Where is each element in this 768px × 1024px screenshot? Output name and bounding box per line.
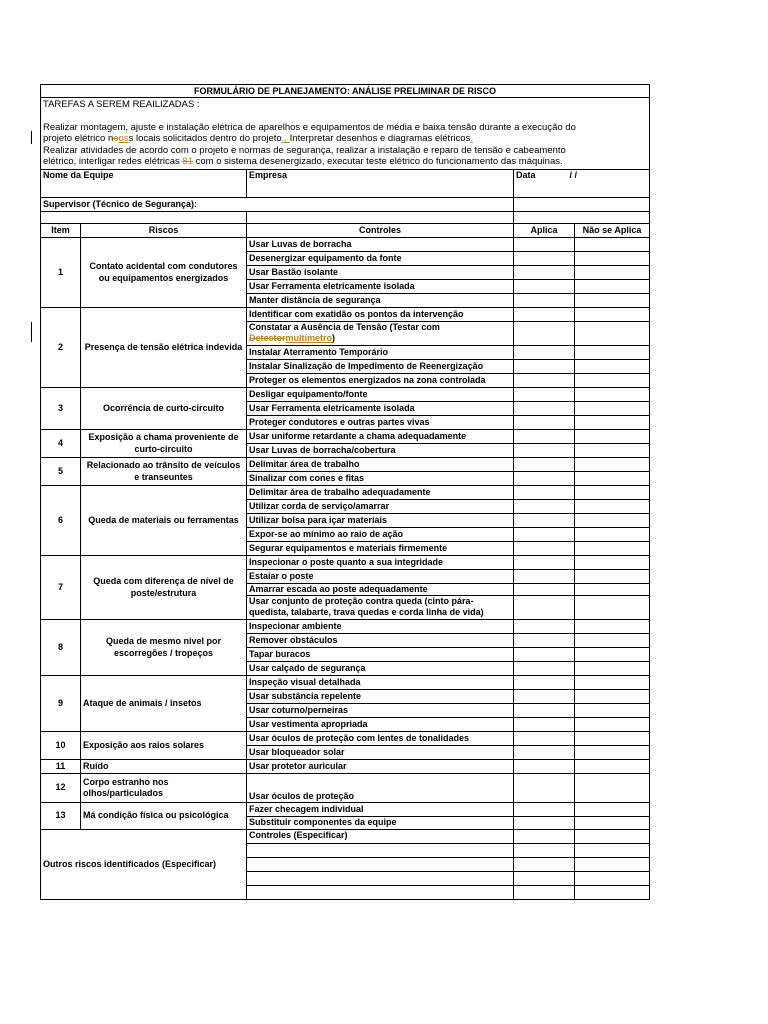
not-applies-cell[interactable]: [575, 773, 650, 802]
control-item: Usar calçado de segurança: [247, 661, 514, 675]
control-item: Tapar buracos: [247, 647, 514, 661]
not-applies-cell[interactable]: [575, 373, 650, 387]
control-item: Inspecionar o poste quanto a sua integridade: [247, 555, 514, 569]
header-applies: Aplica: [514, 223, 575, 237]
applies-cell[interactable]: [514, 595, 575, 619]
control-item: Substituir componentes da equipe: [247, 816, 514, 829]
not-applies-cell[interactable]: [575, 857, 650, 871]
risk-description: Queda de materiais ou ferramentas: [81, 485, 247, 555]
risk-description: Presença de tensão elétrica indevida: [81, 307, 247, 387]
not-applies-cell[interactable]: [575, 359, 650, 373]
applies-cell[interactable]: [514, 583, 575, 595]
applies-cell[interactable]: [514, 619, 575, 633]
control-item: Usar Ferramenta eletricamente isolada: [247, 279, 514, 293]
not-applies-cell[interactable]: [575, 871, 650, 885]
not-applies-cell[interactable]: [575, 401, 650, 415]
tasks-cell[interactable]: [41, 98, 650, 170]
applies-cell[interactable]: [514, 251, 575, 265]
not-applies-cell[interactable]: [575, 265, 650, 279]
applies-cell[interactable]: [514, 633, 575, 647]
item-number: 4: [41, 429, 81, 457]
not-applies-cell[interactable]: [575, 633, 650, 647]
item-number: 11: [41, 759, 81, 773]
tasks-line: Realizar montagem, ajuste e instalação elétrica de aparelhos e equipamentos de média e baixa tensão durante a execução do: [43, 121, 576, 133]
applies-cell[interactable]: [514, 802, 575, 816]
applies-cell[interactable]: [514, 401, 575, 415]
other-control-field[interactable]: [247, 843, 514, 857]
risk-description: Ataque de animais / insetos: [81, 675, 247, 731]
not-applies-cell[interactable]: [575, 703, 650, 717]
risk-description: Queda de mesmo nível por escorregões / tropeços: [81, 619, 247, 675]
control-item: Usar Luvas de borracha: [247, 237, 514, 251]
applies-cell[interactable]: [514, 885, 575, 899]
applies-cell[interactable]: [514, 415, 575, 429]
applies-cell[interactable]: [514, 345, 575, 359]
not-applies-cell[interactable]: [575, 647, 650, 661]
not-applies-cell[interactable]: [575, 499, 650, 513]
control-item: Amarrar escada ao poste adequadamente: [247, 583, 514, 595]
applies-cell[interactable]: [514, 843, 575, 857]
not-applies-cell[interactable]: [575, 293, 650, 307]
control-item: Usar bloqueador solar: [247, 745, 514, 759]
risk-description: Má condição física ou psicológica: [81, 802, 247, 829]
not-applies-cell[interactable]: [575, 717, 650, 731]
team-name-field[interactable]: Nome da Equipe: [41, 169, 247, 197]
control-item: Desenergizar equipamento da fonte: [247, 251, 514, 265]
applies-cell[interactable]: [514, 513, 575, 527]
control-item: Usar Bastão isolante: [247, 265, 514, 279]
supervisor-field[interactable]: Supervisor (Técnico de Segurança):: [41, 197, 514, 211]
control-item: Usar protetor auricular: [247, 759, 514, 773]
not-applies-cell[interactable]: [575, 443, 650, 457]
not-applies-cell[interactable]: [575, 885, 650, 899]
control-item: Usar vestimenta apropriada: [247, 717, 514, 731]
control-item: Usar óculos de proteção: [247, 773, 514, 802]
not-applies-cell[interactable]: [575, 415, 650, 429]
not-applies-cell[interactable]: [575, 675, 650, 689]
blank-cell[interactable]: [247, 211, 514, 223]
control-item: Usar Luvas de borracha/cobertura: [247, 443, 514, 457]
tasks-line: Realizar atividades de acordo com o projeto e normas de segurança, realizar a instalação e reparo de tensão e cabeamento: [43, 144, 566, 156]
control-item: Proteger condutores e outras partes vivas: [247, 415, 514, 429]
not-applies-cell[interactable]: [575, 345, 650, 359]
control-item: Desligar equipamento/fonte: [247, 387, 514, 401]
risk-description: Relacionado ao trânsito de veículos e transeuntes: [81, 457, 247, 485]
applies-cell[interactable]: [514, 387, 575, 401]
applies-cell[interactable]: [514, 265, 575, 279]
not-applies-cell[interactable]: [575, 541, 650, 555]
applies-cell[interactable]: [514, 569, 575, 583]
risk-description: Corpo estranho nos olhos/particulados: [81, 773, 247, 802]
control-item: Manter distância de segurança: [247, 293, 514, 307]
item-number: 8: [41, 619, 81, 675]
control-item: Remover obstáculos: [247, 633, 514, 647]
applies-cell[interactable]: [514, 661, 575, 675]
applies-cell[interactable]: [514, 527, 575, 541]
form-title: FORMULÁRIO DE PLANEJAMENTO: ANÁLISE PRELIMINAR DE RISCO: [41, 85, 650, 98]
applies-cell[interactable]: [514, 457, 575, 471]
applies-cell[interactable]: [514, 293, 575, 307]
applies-cell[interactable]: [514, 359, 575, 373]
control-item: Delimitar área de trabalho adequadamente: [247, 485, 514, 499]
control-item: Inspecionar ambiente: [247, 619, 514, 633]
not-applies-cell[interactable]: [575, 279, 650, 293]
risk-analysis-form: [40, 84, 649, 900]
item-number: 7: [41, 555, 81, 619]
control-item: Delimitar área de trabalho: [247, 457, 514, 471]
control-item: Usar conjunto de proteção contra queda (cinto pára- quedista, talabarte, trava quedas e corda linha de vida): [247, 595, 514, 619]
not-applies-cell[interactable]: [575, 457, 650, 471]
blank-cell[interactable]: [514, 211, 650, 223]
risk-description: Queda com diferença de nível de poste/estrutura: [81, 555, 247, 619]
control-item: Segurar equipamentos e materiais firmemente: [247, 541, 514, 555]
control-item: Usar Ferramenta eletricamente isolada: [247, 401, 514, 415]
applies-cell[interactable]: [514, 279, 575, 293]
control-item: Fazer checagem individual: [247, 802, 514, 816]
risk-description: Ocorrência de curto-circuito: [81, 387, 247, 429]
not-applies-cell[interactable]: [575, 689, 650, 703]
not-applies-cell[interactable]: [575, 513, 650, 527]
not-applies-cell[interactable]: [575, 307, 650, 321]
other-controls-label: Controles (Especificar): [247, 829, 514, 843]
control-item: Constatar a Ausência de Tensão (Testar com Detectormultímetro): [247, 321, 514, 345]
control-item: Utilizar corda de serviço/amarrar: [247, 499, 514, 513]
item-number: 2: [41, 307, 81, 387]
applies-cell[interactable]: [514, 689, 575, 703]
other-control-field[interactable]: [247, 885, 514, 899]
control-item: Usar substância repelente: [247, 689, 514, 703]
not-applies-cell[interactable]: [575, 595, 650, 619]
date-field[interactable]: Data / /: [514, 169, 650, 197]
not-applies-cell[interactable]: [575, 731, 650, 745]
applies-cell[interactable]: [514, 773, 575, 802]
header-item: Item: [41, 223, 81, 237]
applies-cell[interactable]: [514, 871, 575, 885]
text-cursor-mark: [31, 322, 32, 342]
item-number: 6: [41, 485, 81, 555]
tasks-line: elétrico, interligar redes elétricas 81 com o sistema desenergizado, executar teste elétrico do funcionamento das máquinas.: [43, 156, 563, 167]
not-applies-cell[interactable]: [575, 619, 650, 633]
not-applies-cell[interactable]: [575, 583, 650, 595]
not-applies-cell[interactable]: [575, 251, 650, 265]
applies-cell[interactable]: [514, 321, 575, 345]
applies-cell[interactable]: [514, 471, 575, 485]
control-item: Expor-se ao mínimo ao raio de ação: [247, 527, 514, 541]
applies-cell[interactable]: [514, 647, 575, 661]
not-applies-cell[interactable]: [575, 555, 650, 569]
applies-cell[interactable]: [514, 745, 575, 759]
supervisor-value[interactable]: [514, 197, 650, 211]
not-applies-cell[interactable]: [575, 485, 650, 499]
tasks-label: TAREFAS A SEREM REAILIZADAS :: [43, 99, 200, 110]
control-item: Usar uniforme retardante a chama adequadamente: [247, 429, 514, 443]
not-applies-cell[interactable]: [575, 816, 650, 829]
control-item: Sinalizar com cones e fitas: [247, 471, 514, 485]
applies-cell[interactable]: [514, 731, 575, 745]
applies-cell[interactable]: [514, 675, 575, 689]
control-item: Utilizar bolsa para içar materiais: [247, 513, 514, 527]
control-item: Instalar Sinalização de Impedimento de Reenergização: [247, 359, 514, 373]
applies-cell[interactable]: [514, 373, 575, 387]
item-number: 13: [41, 802, 81, 829]
applies-cell[interactable]: [514, 703, 575, 717]
applies-cell[interactable]: [514, 429, 575, 443]
form-table: [40, 84, 650, 900]
applies-cell[interactable]: [514, 816, 575, 829]
not-applies-cell[interactable]: [575, 237, 650, 251]
not-applies-cell[interactable]: [575, 802, 650, 816]
header-not-applies: Não se Aplica: [575, 223, 650, 237]
text-cursor-mark: [31, 131, 32, 144]
header-risks: Riscos: [81, 223, 247, 237]
risk-description: Contato acidental com condutores ou equipamentos energizados: [81, 237, 247, 307]
not-applies-cell[interactable]: [575, 843, 650, 857]
other-control-field[interactable]: [247, 857, 514, 871]
applies-cell[interactable]: [514, 555, 575, 569]
not-applies-cell[interactable]: [575, 471, 650, 485]
applies-cell[interactable]: [514, 307, 575, 321]
not-applies-cell[interactable]: [575, 829, 650, 843]
applies-cell[interactable]: [514, 443, 575, 457]
applies-cell[interactable]: [514, 485, 575, 499]
control-item: Instalar Aterramento Temporário: [247, 345, 514, 359]
not-applies-cell[interactable]: [575, 661, 650, 675]
not-applies-cell[interactable]: [575, 429, 650, 443]
risk-description: Ruído: [81, 759, 247, 773]
item-number: 9: [41, 675, 81, 731]
header-controls: Controles: [247, 223, 514, 237]
applies-cell[interactable]: [514, 541, 575, 555]
not-applies-cell[interactable]: [575, 321, 650, 345]
blank-cell[interactable]: [41, 211, 247, 223]
applies-cell[interactable]: [514, 759, 575, 773]
control-item: Usar óculos de proteção com lentes de tonalidades: [247, 731, 514, 745]
company-field[interactable]: Empresa: [247, 169, 514, 197]
applies-cell[interactable]: [514, 499, 575, 513]
control-item: Proteger os elementos energizados na zona controlada: [247, 373, 514, 387]
item-number: 12: [41, 773, 81, 802]
not-applies-cell[interactable]: [575, 387, 650, 401]
tasks-line: projeto elétrico nooss locais solicitados dentro do projeto., Interpretar desenhos e diagramas elétricos.: [43, 133, 473, 144]
other-control-field[interactable]: [247, 871, 514, 885]
not-applies-cell[interactable]: [575, 569, 650, 583]
not-applies-cell[interactable]: [575, 759, 650, 773]
item-number: 5: [41, 457, 81, 485]
risk-description: Exposição a chama proveniente de curto-circuito: [81, 429, 247, 457]
not-applies-cell[interactable]: [575, 527, 650, 541]
applies-cell[interactable]: [514, 717, 575, 731]
item-number: 10: [41, 731, 81, 759]
risk-description: Exposição aos raios solares: [81, 731, 247, 759]
control-item: Inspeção visual detalhada: [247, 675, 514, 689]
item-number: 3: [41, 387, 81, 429]
control-item: Usar coturno/perneiras: [247, 703, 514, 717]
other-risks-label: Outros riscos identificados (Especificar): [41, 829, 247, 899]
not-applies-cell[interactable]: [575, 745, 650, 759]
item-number: 1: [41, 237, 81, 307]
control-item: Estaiar o poste: [247, 569, 514, 583]
applies-cell[interactable]: [514, 237, 575, 251]
control-item: Identificar com exatidão os pontos da intervenção: [247, 307, 514, 321]
applies-cell[interactable]: [514, 857, 575, 871]
applies-cell[interactable]: [514, 829, 575, 843]
